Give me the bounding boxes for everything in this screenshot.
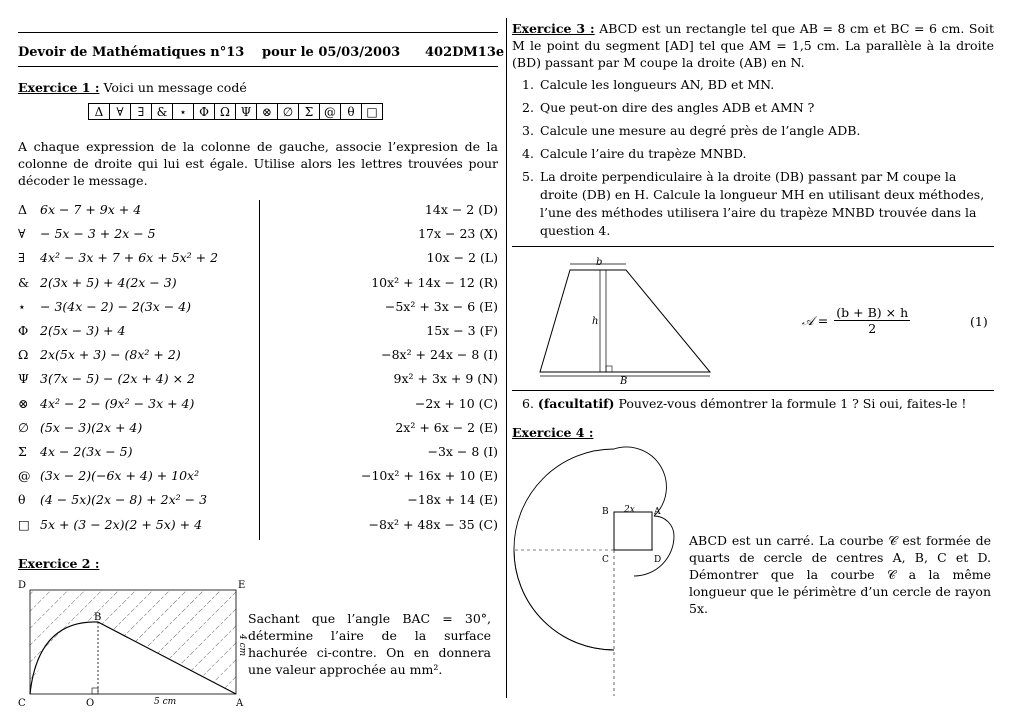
formula-fraction: [834, 305, 910, 336]
q6-text: Pouvez-vous démontrer la formule 1 ? Si oui, faites-le !: [618, 396, 967, 411]
expression-symbol: ⋆: [18, 298, 26, 314]
expression-text: 6x − 7 + 9x + 4: [40, 202, 142, 217]
right-expression: −5x² + 3x − 6 (E): [384, 298, 498, 314]
trapezoid: [540, 270, 710, 372]
ex3-question: 5. La droite perpendiculaire à la droite (DB) passant par M coupe la droite (DB) en H. Calcule la longueur MH en utilisant deux méthodes, l’une des méthodes utilisera l’aire du trapèze MNBD trouvée dans la question 4.: [522, 169, 985, 238]
right-expression: 2x² + 6x − 2 (E): [395, 419, 498, 435]
left-expression: [18, 250, 218, 265]
expression-text: 5x + (3 − 2x)(2 + 5x) + 4: [40, 516, 203, 532]
left-expression: [18, 444, 133, 459]
question-text: Calcule une mesure au degré près de l’angle ADB.: [540, 123, 861, 138]
label-D4: D: [654, 555, 662, 565]
expression-symbol: Ω: [18, 347, 29, 363]
code-cell: @: [320, 104, 341, 120]
expression-text: 4x² − 2 − (9x² − 3x + 4): [40, 395, 195, 411]
label-D: D: [18, 580, 27, 591]
question-text: Que peut-on dire des angles ADB et AMN ?: [540, 100, 815, 115]
formula-numerator: (b + B) × h: [836, 305, 909, 320]
label-h: h: [592, 316, 599, 327]
ex3-intro: ABCD est un rectangle tel que AB = 8 cm et BC = 6 cm. Soit M le point du segment [AD] tel que AM = 1,5 cm. La parallèle à la droite (BD) passant par M coupe la droite (AB) en N.: [512, 21, 994, 70]
page-column-divider: [506, 18, 507, 698]
ex3-rule-bottom: [512, 390, 994, 391]
expression-symbol: ∅: [18, 419, 29, 435]
expression-text: 3(7x − 5) − (2x + 4) × 2: [40, 371, 196, 387]
formula-denominator: 2: [868, 321, 877, 336]
doc-date: pour le 05/03/2003: [262, 45, 401, 60]
expression-text: 4x² − 3x + 7 + 6x + 5x² + 2: [40, 250, 219, 266]
ex3-question: 3. Calcule une mesure au degré près de l’angle ADB.: [522, 123, 861, 138]
expression-symbol: Δ: [18, 202, 28, 217]
right-expression: −2x + 10 (C): [414, 395, 498, 411]
code-cell: ⋆: [173, 104, 194, 120]
label-2x: 2x: [624, 505, 635, 515]
ex1-intro: Voici un message codé: [103, 80, 247, 95]
expression-text: − 5x − 3 + 2x − 5: [40, 226, 156, 242]
left-expression: [18, 323, 125, 338]
left-expression: [18, 347, 181, 362]
ex1-column-divider: [259, 200, 260, 540]
right-expression: 10x − 2 (L): [426, 250, 498, 266]
expression-symbol: Φ: [18, 323, 29, 338]
formula-lhs: 𝒜 =: [802, 312, 829, 328]
ex2-title: Exercice 2 :: [18, 556, 100, 571]
label-B-base: B: [620, 376, 628, 386]
expression-symbol: @: [18, 468, 31, 484]
code-cell: Φ: [194, 104, 215, 120]
ex2-figure: [14, 576, 248, 712]
code-cell: □: [362, 104, 383, 120]
code-cell: Σ: [299, 104, 320, 120]
expression-symbol: ∃: [18, 250, 25, 266]
expression-symbol: &: [18, 274, 30, 290]
coded-message: [88, 103, 383, 120]
doc-code: 402DM13e: [425, 45, 505, 60]
right-expression: −8x² + 24x − 8 (I): [381, 347, 498, 363]
expression-symbol: □: [18, 516, 30, 532]
label-A4: A: [654, 507, 661, 517]
ex3-intro-block: [512, 20, 994, 71]
code-cell: &: [152, 104, 173, 120]
left-expression: [18, 468, 199, 483]
right-expression: 14x − 2 (D): [424, 202, 498, 217]
question-text: La droite perpendiculaire à la droite (DB) passant par M coupe la droite (DB) en H. Calcule la longueur MH en utilisant deux méthodes, l’une des méthodes utilisera l’aire du trapèze MNBD trouvée dans la question 4.: [540, 169, 985, 238]
right-expression: 9x² + 3x + 9 (N): [393, 371, 498, 387]
label-b: b: [596, 257, 603, 268]
label-5cm: 5 cm: [154, 697, 177, 707]
header-top-rule: [18, 32, 498, 33]
right-angle-mark: [92, 688, 98, 694]
ex1-instructions: A chaque expression de la colonne de gauche, associe l’expresion de la colonne de droite qui lui est égale. Utilise alors les lettres trouvées pour décoder le message.: [18, 139, 498, 188]
expression-symbol: Ψ: [18, 371, 29, 387]
code-cell: Ψ: [236, 104, 257, 120]
code-cell: Ω: [215, 104, 236, 120]
label-E: E: [238, 580, 246, 591]
expression-symbol: θ: [18, 492, 26, 508]
label-O: O: [86, 698, 95, 709]
left-expression: [18, 275, 177, 290]
right-expression: −10x² + 16x + 10 (E): [361, 468, 498, 484]
question-text: Calcule les longueurs AN, BD et MN.: [540, 77, 775, 92]
expression-text: 2(3x + 5) + 4(2x − 3): [40, 274, 177, 290]
expression-symbol: Σ: [18, 444, 27, 459]
doc-title: Devoir de Mathématiques n°13: [18, 45, 245, 60]
label-4cm: 4 cm: [237, 634, 247, 657]
expression-text: 2x(5x + 3) − (8x² + 2): [40, 347, 181, 363]
right-expression: 15x − 3 (F): [426, 323, 498, 338]
label-C: C: [18, 698, 26, 709]
ex3-rule-top: [512, 246, 994, 247]
label-B: B: [94, 612, 102, 623]
ex3-question: 2. Que peut-on dire des angles ADB et AMN ?: [522, 100, 815, 115]
ex3-q6: [522, 396, 966, 411]
ex2-text: Sachant que l’angle BAC = 30°, détermine l’aire de la surface hachurée ci-contre. On en donnera une valeur approchée au mm².: [248, 611, 491, 677]
outer-arcs: [514, 447, 666, 650]
right-expression: −8x² + 48x − 35 (C): [368, 516, 498, 532]
area-formula: [802, 305, 910, 336]
code-cell: θ: [341, 104, 362, 120]
ex3-question: 4. Calcule l’aire du trapèze MNBD.: [522, 146, 747, 161]
left-expression: [18, 517, 202, 532]
header-bottom-rule: [18, 66, 498, 67]
ex1-heading: [18, 80, 247, 95]
expression-text: (4 − 5x)(2x − 8) + 2x² − 3: [40, 492, 208, 508]
left-expression: [18, 420, 142, 435]
label-C4: C: [602, 555, 609, 565]
question-text: Calcule l’aire du trapèze MNBD.: [540, 146, 747, 161]
left-expression: [18, 299, 191, 314]
formula-tag: (1): [970, 314, 988, 329]
ex3-question: 1. Calcule les longueurs AN, BD et MN.: [522, 77, 775, 92]
ex3-title: Exercice 3 :: [512, 21, 595, 36]
ex3-questions: [512, 76, 994, 245]
ex4-text: ABCD est un carré. La courbe 𝒞 est formée de quarts de cercle de centres A, B, C et D. Démontrer que la courbe 𝒞 a la même longueur que le périmètre d’un cercle de rayon 5x.: [689, 533, 991, 616]
expression-text: − 3(4x − 2) − 2(3x − 4): [40, 298, 192, 314]
height-right-angle: [606, 366, 612, 372]
left-expression: [18, 226, 156, 241]
right-expression: −3x − 8 (I): [427, 444, 498, 459]
square-ABCD: [614, 512, 652, 550]
left-expression: [18, 492, 207, 507]
ex4-figure: [510, 446, 690, 708]
q6-bold: (facultatif): [537, 396, 615, 411]
left-expression: [18, 202, 141, 217]
expression-symbol: ∀: [18, 226, 26, 242]
label-A: A: [236, 698, 244, 709]
code-cell: ⊗: [257, 104, 278, 120]
right-expression: −18x + 14 (E): [407, 492, 498, 508]
ex1-title: Exercice 1 :: [18, 80, 100, 95]
arc-around-A-D: [634, 516, 674, 576]
right-expression: 10x² + 14x − 12 (R): [371, 274, 498, 290]
code-cell: ∀: [110, 104, 131, 120]
q6-number: 6.: [522, 396, 534, 411]
code-cell: ∃: [131, 104, 152, 120]
left-expression: [18, 396, 194, 411]
label-B4: B: [602, 507, 609, 517]
expression-text: 4x − 2(3x − 5): [40, 444, 133, 459]
expression-text: 2(5x − 3) + 4: [40, 323, 126, 338]
expression-text: (3x − 2)(−6x + 4) + 10x²: [40, 468, 200, 484]
code-cell: ∅: [278, 104, 299, 120]
expression-symbol: ⊗: [18, 395, 29, 411]
expression-text: (5x − 3)(2x + 4): [40, 419, 143, 435]
left-expression: [18, 371, 195, 386]
right-expression: 17x − 23 (X): [418, 226, 498, 242]
construction-lines: [514, 512, 654, 696]
trapezoid-figure: [530, 254, 720, 386]
ex4-title: Exercice 4 :: [512, 425, 594, 440]
code-cell: Δ: [89, 104, 110, 120]
